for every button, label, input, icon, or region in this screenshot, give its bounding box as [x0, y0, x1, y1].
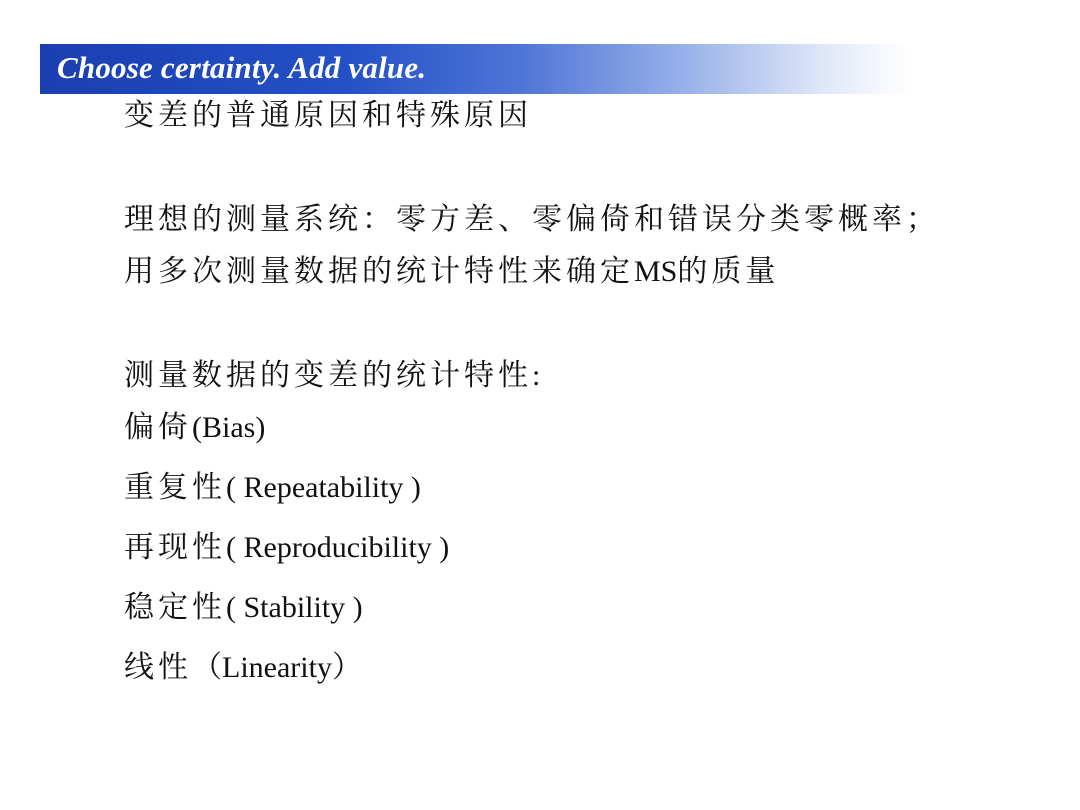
line-text-latin: MS — [634, 255, 678, 288]
item-label-latin: ( Stability ) — [226, 591, 363, 624]
line-text: 变差的普通原因和特殊原因 — [124, 98, 532, 133]
item-label-cjk: 线性 — [124, 650, 192, 685]
item-label-latin: （Linearity） — [192, 651, 362, 684]
item-label-cjk: 偏倚 — [124, 410, 192, 445]
ideal-measurement-system-line — [124, 202, 940, 238]
item-label-cjk: 再现性 — [124, 530, 226, 565]
line-text-cjk: 用多次测量数据的统计特性来确定 — [124, 254, 634, 289]
statistical-properties-heading — [124, 358, 540, 394]
list-item-stability — [124, 590, 363, 626]
item-label-cjk: 稳定性 — [124, 590, 226, 625]
list-item-reproducibility — [124, 530, 449, 566]
line-text-cjk: 测量数据的变差的统计特性 — [124, 358, 532, 393]
line-text-tail: 的质量 — [677, 254, 780, 289]
heading-variation-causes — [124, 98, 532, 134]
title-banner — [40, 44, 910, 94]
list-item-repeatability — [124, 470, 421, 506]
list-item-bias — [124, 410, 265, 446]
item-label-cjk: 重复性 — [124, 470, 226, 505]
item-label-latin: (Bias) — [192, 411, 266, 444]
line-text-latin: : — [532, 359, 541, 392]
list-item-linearity — [124, 650, 362, 686]
item-label-latin: ( Reproducibility ) — [226, 531, 450, 564]
item-label-latin: ( Repeatability ) — [226, 471, 421, 504]
ms-quality-line — [124, 254, 779, 290]
banner-title: Choose certainty. Add value. — [57, 50, 427, 85]
line-text: 理想的测量系统：零方差、零偏倚和错误分类零概率； — [124, 202, 940, 237]
